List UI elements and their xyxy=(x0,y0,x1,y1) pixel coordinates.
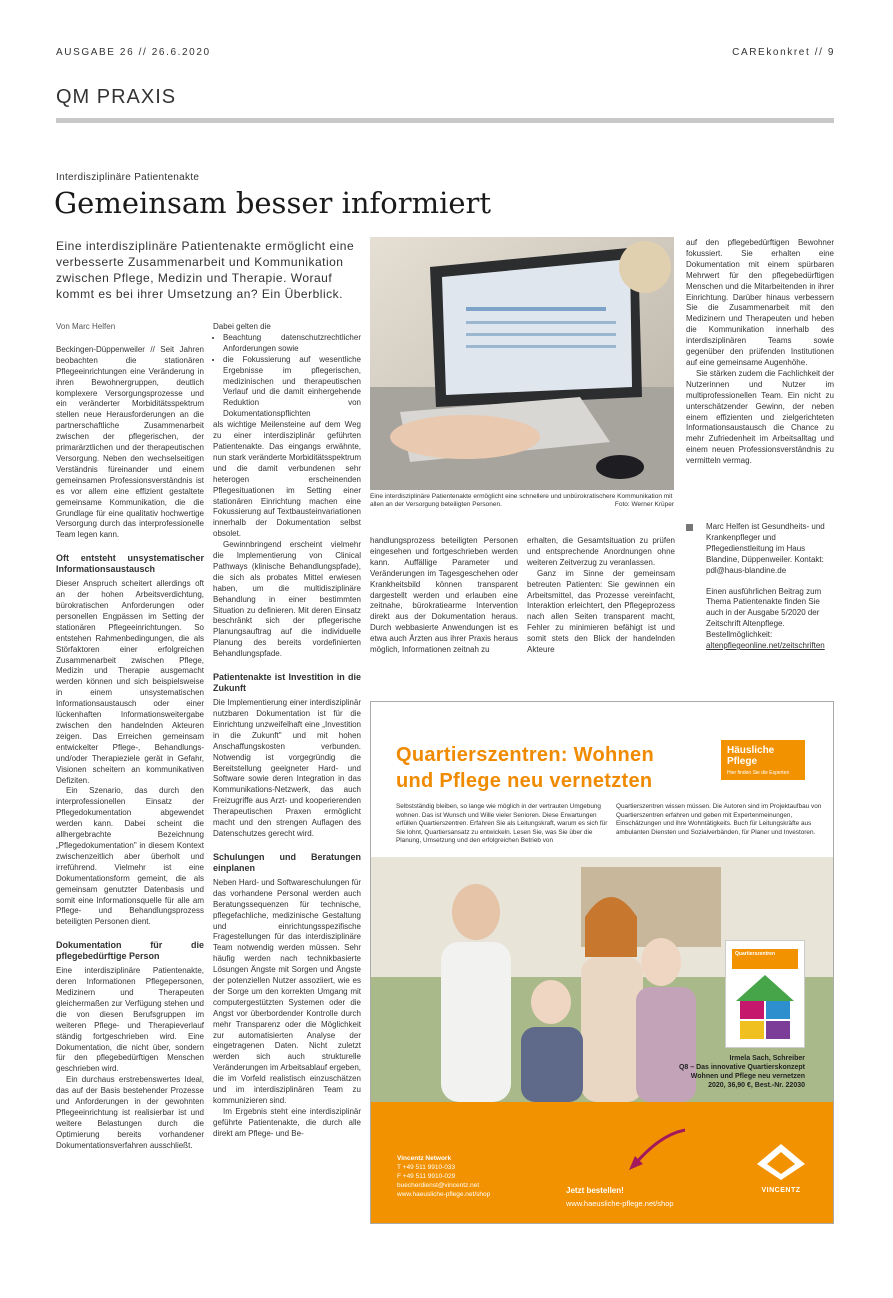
paragraph: Die Implementierung einer interdisziplinär nutzbaren Dokumentation ist für die Einrichtung unzweifelhaft eine „Investition in die Zukunft" und mit hohen Anschaffungskosten verbunden. Notwendig ist vorgegründig die Bereitstellung geeigneter Hard- und Software sowie deren Integration in das Kommunikations-Netzwerk, das auch Freizugriffe aus Arzt- und kooperierenden Therapeutischen Praxen ermöglicht macht und den strengen Auflagen des Datenschutzes gerecht wird. xyxy=(213,698,361,838)
bio-text: Marc Helfen ist Gesundheits- und Krankenpfleger und Pflegedienstleitung im Haus Blandine, Düppenweiler. Kontakt: pdl@haus-blandine.de xyxy=(706,522,825,575)
book-title: Quartierszentren xyxy=(732,949,798,969)
contact-web[interactable]: www.haeusliche-pflege.net/shop xyxy=(397,1191,491,1198)
subheading: Dokumentation für die pflegebedürftige Person xyxy=(56,940,204,962)
paragraph: Eine interdisziplinäre Patientenakte, deren Informationen Pflegepersonen, Medizinern und Therapeuten gleichermaßen zur Verfügung stehen und die von diesen Berufsgruppen im weiteren Pflege- und Therapieverlauf ständig fortgeschrieben wird. Eine Dokumentation, die nicht über, sondern für den pflegebedürftigen Menschen geschrieben wird. xyxy=(56,966,204,1074)
paragraph: Dabei gelten die xyxy=(213,322,271,331)
brand-name: Häusliche Pflege xyxy=(727,745,775,767)
paragraph: Ein Szenario, das durch den interprofessionellen Einsatz der Pflegedokumentation abgewendet werden kann. Dabei scheint die allhergebrachte Bezeichnung „Pflegedokumentation" in diesem Kontext zwischenzeitlich aber überholt und irreführend. Vielmehr ist eine Dokumentationsform gemeint, die als gemeinsam genutzter Datenbasis und somit eine Informationsquelle für alle am Pflege- und Behandlungsprozess beteiligten Personen dient. xyxy=(56,786,204,927)
ad-title-line-2: und Pflege neu vernetzten xyxy=(396,770,653,792)
promo-authors: Irmela Sach, Schreiber xyxy=(729,1055,805,1062)
book-cover xyxy=(725,940,805,1048)
article-column-3 xyxy=(370,536,518,656)
paragraph: Dieser Anspruch scheitert allerdings oft an der hohen Arbeitsverdichtung, bürokratischen Anforderungen oder personellen Engpässen im Setting der stationären Pflegeeinrichtungen. So entstehen Rahmenbedingungen, die als Störfaktoren einer erfolgreichen Zusammenarbeit zwischen Pflege, Medizin und Therapie ausgemacht werden können und sich beispielsweise in einem unsystematischen Informationsaustausch oder einer lückenhaften Informationsweitergabe zwischen den handelnden Akteuren zeigen. Das Erreichen gemeinsam entwickelter Pflege-, Behandlungs- und/oder Therapieziele gerät in Gefahr, Visionen scheitern an kommunikativen Defiziten. xyxy=(56,579,204,785)
article-kicker: Interdisziplinäre Patientenakte xyxy=(56,172,200,183)
header-rule xyxy=(56,118,834,123)
author-bio xyxy=(706,522,834,652)
paragraph: handlungsprozess beteiligten Personen eingesehen und fortgeschrieben werden kann. Auffällige Parameter und Veränderungen im Tagesgeschehen oder Krankheitsbild können transparent dargestellt werden und erlauben eine zeitnahe, bürokratiearme Intervention direkt aus der Dokumentation heraus. Durch webbasierte Anwendungen ist es etwa auch Ärzten aus ihrer Praxis heraus möglich, Informationen zeitnah zu xyxy=(370,536,518,655)
book-puzzle-graphic xyxy=(726,969,804,1047)
article-column-4 xyxy=(527,536,675,656)
photo-illustration xyxy=(370,237,674,490)
publication-label: CAREkonkret // 9 xyxy=(732,47,835,58)
list-item: • die Fokussierung auf wesentliche Ergebnisse im pflegerischen, medizinischen und therapeutischen Verlauf und die damit einhergehende Reduktion von Dokumentationspflichten xyxy=(223,355,361,420)
book-promo xyxy=(625,1054,805,1090)
reference-link[interactable]: altenpflegeonline.net/zeitschriften xyxy=(706,641,825,651)
ad-title-line-1: Quartierszentren: Wohnen xyxy=(396,744,654,766)
contact-mail[interactable]: buecherdienst@vincentz.net xyxy=(397,1182,480,1189)
paragraph: als wichtige Meilensteine auf dem Weg zu einer interdisziplinär geführten Patientenakte. Das eingangs erwähnte, nun stark veränderte Morbiditätsspektrum und die damit verbundenen sehr heterogen erscheinenden Pflegesituationen im Setting einer stationären Einrichtung machen eine Fokussierung auf Textbausteinvariationen innerhalb der Dokumentation selbst obsolet. xyxy=(213,420,361,539)
article-lead: Eine interdisziplinäre Patientenakte ermöglicht eine verbesserte Zusammenarbeit und Kommunikation zwischen Pflege, Medizin und Therapie. Worauf kommt es bei ihrer Umsetzung an? Ein Überblick. xyxy=(56,239,355,301)
article-title: Gemeinsam besser informiert xyxy=(54,186,492,220)
subheading: Schulungen und Beratungen einplanen xyxy=(213,851,361,873)
brand-logo xyxy=(721,740,805,780)
article-photo xyxy=(370,237,674,490)
vincentz-logo-icon xyxy=(755,1142,807,1182)
photo-credit: Foto: Werner Krüper xyxy=(614,501,674,509)
bullet-list xyxy=(213,333,361,420)
author-byline: Von Marc Helfen xyxy=(56,322,116,331)
article-column-2 xyxy=(213,322,361,1140)
advertisement[interactable] xyxy=(370,701,834,1224)
reference-text: Einen ausführlichen Beitrag zum Thema Patientenakte finden Sie auch in der Ausgabe 5/2020 der Zeitschrift Altenpflege. Bestellmöglichkeit: xyxy=(706,586,822,640)
paragraph: Beckingen-Düppenweiler // Seit Jahren beobachten die stationären Pflegeeinrichtungen eine Veränderung in ihren Bewohnergruppen, deutlich komplexere Versorgungsprozesse und ein veränderter Morbiditätsspektrum stellen neue Herausforderungen an die partnerschaftliche Zusammenarbeit zwischen der pflegerischen, der primarärztlichen und der therapeutischen Versorgung. Neben den wechselseitigen Verständnis füreinander und einem gemeinsamen Professionsverständnis ist es vor allem eine effizient gestaltete gemeinsame Kommunikation, die die Grundlage für eine qualitativ hochwertige Versorgung durch das interprofessionelle Team legen kann. xyxy=(56,344,204,540)
order-url[interactable]: www.haeusliche-pflege.net/shop xyxy=(566,1199,674,1208)
arrow-icon xyxy=(621,1124,691,1174)
contact-head: Vincentz Network xyxy=(397,1155,452,1162)
paragraph: Ein durchaus erstrebenswertes Ideal, das auf der Basis bestehender Prozesse und Anforderungen in der gewohnten Pflegeeinrichtung ist realisierbar ist und weitere Belastungen durch die Optimierung bereits vorhandener Dokumentationsverfahren ausschließt. xyxy=(56,1075,204,1150)
article-column-1 xyxy=(56,322,204,1152)
promo-title: Q8 – Das innovative Quartierskonzept xyxy=(678,1064,805,1071)
brand-tagline: Hier finden Sie die Experten xyxy=(727,770,790,776)
ad-text-left: Selbstständig bleiben, so lange wie möglich in der vertrauten Umgebung wohnen. Das ist Wunsch und Wille vieler Senioren. Diese Erwartungen erfüllen Quartierszentren. Erfahren Sie als Leitungskraft, warum es sich für Sie lohnt, Quartiersansatz zu entwickeln. Lesen Sie, was Sie über die Planung, Umsetzung und den erfolgreichen Betrieb von xyxy=(396,803,608,845)
subheading: Oft entsteht unsystematischer Informationsaustausch xyxy=(56,553,204,575)
order-cta[interactable]: Jetzt bestellen! xyxy=(566,1186,624,1195)
ad-title xyxy=(396,742,654,794)
paragraph: auf den pflegebedürftigen Bewohner fokussiert. Sie erhalten eine Dokumentation mit einem spürbaren Mehrwert für den pflegebedürftigen Menschen und die Mitarbeitenden in ihrer Einrichtung. Darüber hinaus verbessern Sie die Zusammenarbeit mit den Medizinern und Therapeuten und heben die Kommunikation innerhalb des interdisziplinären Teams sowie gegenüber den prüfenden Institutionen auf eine gemeinsame Augenhöhe. xyxy=(686,238,834,367)
publisher-name: VINCENTZ xyxy=(761,1187,801,1194)
photo-caption xyxy=(370,493,674,510)
issue-label: AUSGABE 26 // 26.6.2020 xyxy=(56,47,211,58)
paragraph: Ganz im Sinne der gemeinsam betreuten Patienten: Sie gewinnen ein Arbeitsmittel, das Prozesse vereinfacht, Interaktion erleichtert, den Pflegeprozess nach allen Seiten transparent macht, Fehler zu minimieren befähigt ist und somit stets den Blick der handelnden Akteure xyxy=(527,568,675,655)
publisher-logo xyxy=(751,1142,811,1194)
promo-subtitle: Wohnen und Pflege neu vernetzen xyxy=(690,1073,805,1080)
paragraph: erhalten, die Gesamtsituation zu prüfen und entsprechende Anordnungen ohne weiteren Zeitverzug zu veranlassen. xyxy=(527,536,675,567)
paragraph: Sie stärken zudem die Fachlichkeit der Nutzerinnen und Nutzer im multiprofessionellen Team. Ein nicht zu unterschätzender Gewinn, der neben einem effizienten und zielgerichteten Informationsaustausch die Chance zu mehr Zufriedenheit im Arbeitsalltag und einem neuen Professionsverständnis zu vermitteln vermag. xyxy=(686,368,834,466)
ad-text-right: Quartierszentren wissen müssen. Die Autoren sind im Projektaufbau von Quartierszentren erfahren und geben mit Expertenmeinungen, Einschätzungen und ihre Wohntätigkeits. Buch für Leitungskräfte aus ambulanten Diensten und Sozialverbänden, für Planer und Investoren. xyxy=(616,803,822,836)
section-title: QM PRAXIS xyxy=(56,86,177,108)
bio-marker xyxy=(686,524,693,531)
paragraph: Gewinnbringend erscheint vielmehr die Implementierung von Clinical Pathways (klinische Behandlungspfade), die sich als probates Mittel erwiesen haben, um die multidisziplinäre Behandlung in einer bestimmten Situation zu definieren. Mit deren Einsatz beschränkt sich der pflegerische Planungsauftrag auf die individuelle Planung des bereits vordefinierten Behandlungspfade. xyxy=(213,540,361,659)
paragraph: Neben Hard- und Softwareschulungen für das vorhandene Personal werden auch Beratungssequenzen für technische, pflegefachliche, medizinische Gestaltung und einrichtungsspezifische Fragestellungen für das interdisziplinäre Team notwendig werden müssen. Sehr häufig werden nach technikbasierte Lösungen Ängste mit Sorgen und Ängste der potenziellen Nutzer assoziiert, wie es der Sorge um den korrekten Umgang mit computergestützten Systemen oder die Angst vor überbordender Kontrolle durch mehr Transparenz oder die Möglichkeit zur automatisierten Analyse der eingetragenen Daten. Nicht zuletzt werden sich auch strukturelle Veränderungen im Arbeitsablauf ergeben, die im Vorfeld realistisch einzuschätzen und im interdisziplinären Team zu kommunizieren sind. xyxy=(213,877,361,1105)
contact-fax: F +49 511 9910-029 xyxy=(397,1173,456,1180)
paragraph: Im Ergebnis steht eine interdisziplinär geführte Patientenakte, die durch alle direkt am Pflege- und Be- xyxy=(213,1106,361,1138)
article-column-5 xyxy=(686,238,834,467)
list-item: • Beachtung datenschutzrechtlicher Anforderungen sowie xyxy=(223,333,361,355)
caption-text: Eine interdisziplinäre Patientenakte ermöglicht eine schnellere und unbürokratischere Kommunikation mit allen an der Versorgung beteiligten Personen. xyxy=(370,493,673,509)
contact-phone: T +49 511 9910-033 xyxy=(397,1164,456,1171)
contact-info xyxy=(397,1154,490,1199)
promo-details: 2020, 36,90 €, Best.-Nr. 22030 xyxy=(708,1082,805,1089)
ad-contact-bar xyxy=(371,1102,833,1223)
subheading: Patientenakte ist Investition in die Zukunft xyxy=(213,672,361,694)
